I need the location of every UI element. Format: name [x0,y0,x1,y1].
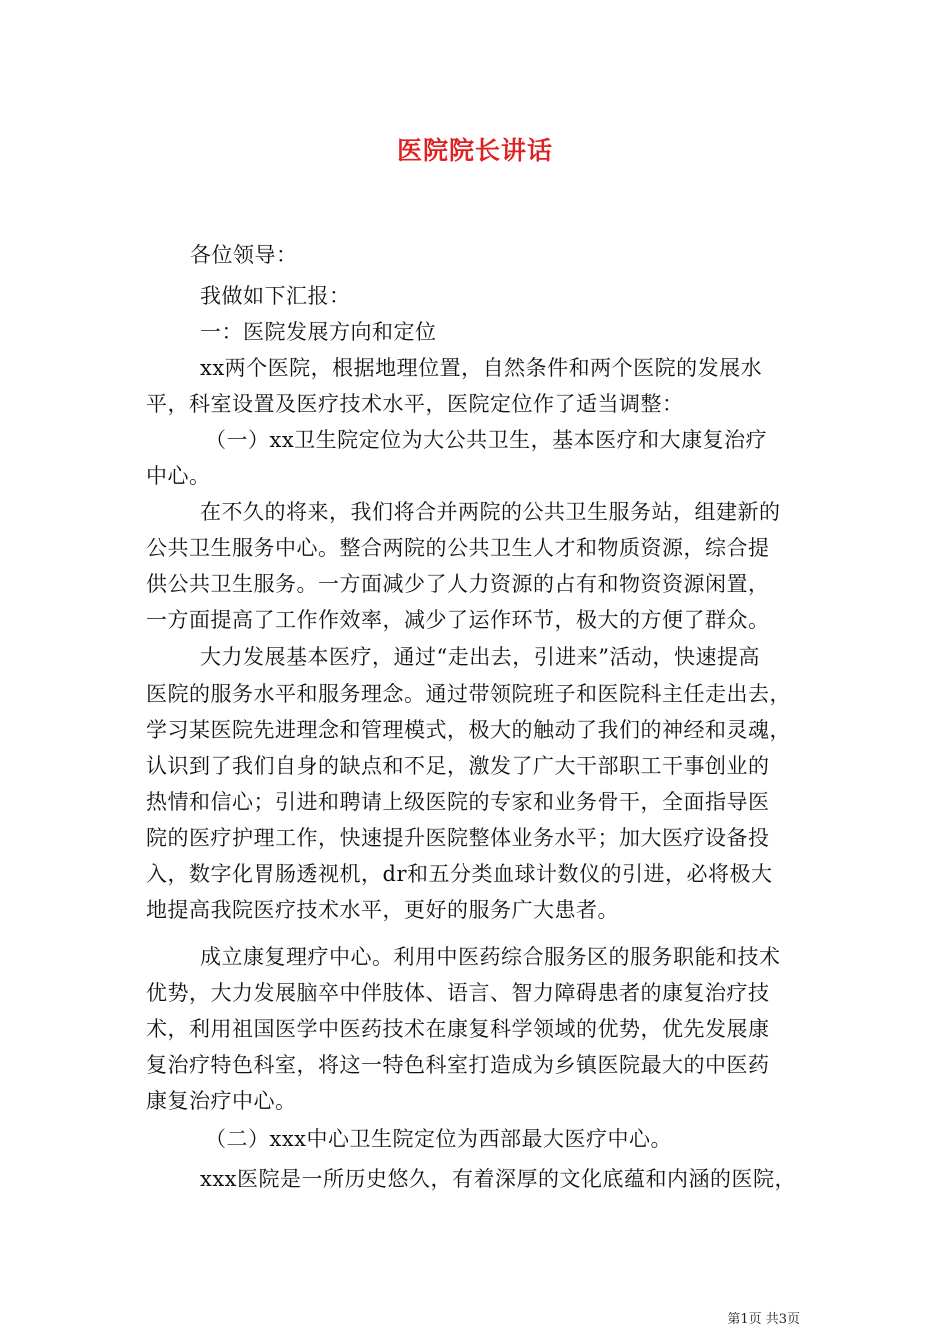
text-line: 地提高我院医疗技术水平，更好的服务广大患者。 [146,898,619,922]
text-line: 优势，大力发展脑卒中伴肢体、语言、智力障碍患者的康复治疗技 [146,981,770,1005]
page-number: 第1页 共3页 [727,1312,800,1327]
text-line: 供公共卫生服务。一方面减少了人力资源的占有和物资资源闲置， [146,572,770,596]
text-line: 热情和信心；引进和聘请上级医院的专家和业务骨干，全面指导医 [146,790,770,814]
text-line: 我做如下汇报： [200,284,351,308]
text-line: 一方面提高了工作作效率，减少了运作环节，极大的方便了群众。 [146,608,770,632]
text-line: 术，利用祖国医学中医药技术在康复科学领域的优势，优先发展康 [146,1017,770,1041]
text-line: 大力发展基本医疗，通过“走出去，引进来”活动，快速提高 [200,645,760,669]
text-line: 各位领导： [190,243,298,267]
text-line: 院的医疗护理工作，快速提升医院整体业务水平；加大医疗设备投 [146,826,770,850]
text-line: xxx医院是一所历史悠久，有着深厚的文化底蕴和内涵的医院， [200,1167,797,1191]
text-line: 认识到了我们自身的缺点和不足，激发了广大干部职工干事创业的 [146,754,770,778]
text-line: 一：医院发展方向和定位 [200,320,437,344]
text-line: 平，科室设置及医疗技术水平，医院定位作了适当调整： [146,392,684,416]
text-line: 学习某医院先进理念和管理模式，极大的触动了我们的神经和灵魂， [146,718,791,742]
text-line: 医院的服务水平和服务理念。通过带领院班子和医院科主任走出去， [146,682,791,706]
text-line: 公共卫生服务中心。整合两院的公共卫生人才和物质资源，综合提 [146,536,770,560]
text-line: 中心。 [146,464,211,488]
text-line: （一）xx卫生院定位为大公共卫生，基本医疗和大康复治疗 [205,428,768,452]
text-line: 复治疗特色科室，将这一特色科室打造成为乡镇医院最大的中医药 [146,1053,770,1077]
text-line: 入，数字化胃肠透视机，dr和五分类血球计数仪的引进，必将极大 [146,862,773,886]
text-line: 成立康复理疗中心。利用中医药综合服务区的服务职能和技术 [200,945,781,969]
text-line: （二）xxx中心卫生院定位为西部最大医疗中心。 [205,1127,673,1151]
text-line: xx两个医院，根据地理位置，自然条件和两个医院的发展水 [200,356,763,380]
text-line: 在不久的将来，我们将合并两院的公共卫生服务站，组建新的 [200,500,781,524]
text-line: 康复治疗中心。 [146,1089,297,1113]
document-title: 医院院长讲话 [396,136,553,165]
